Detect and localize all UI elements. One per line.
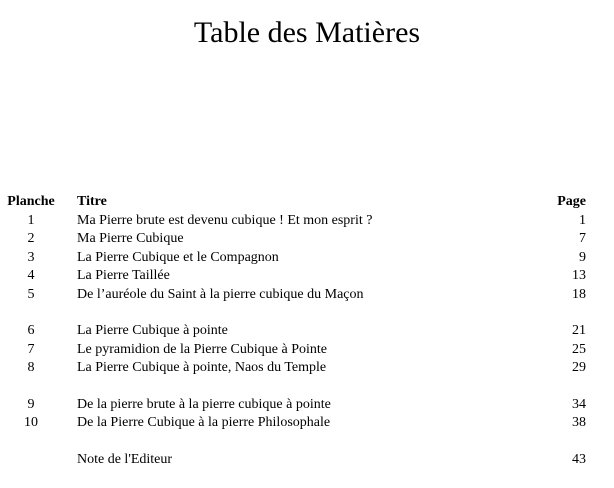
toc-row-editor-note (0, 451, 614, 470)
toc-entry-title: Le pyramidion de la Pierre Cubique à Pointe (77, 341, 327, 357)
toc-entry-title: La Pierre Taillée (77, 268, 170, 283)
toc-header-row (0, 193, 614, 212)
toc-entry-title: De la Pierre Cubique à la pierre Philosophale (77, 415, 331, 430)
toc-row (0, 286, 614, 305)
toc-page-number: 18 (572, 286, 586, 302)
toc-page-number: 13 (572, 268, 586, 283)
toc-entry-title: La Pierre Cubique à pointe, Naos du Temple (77, 360, 327, 375)
toc-row (0, 396, 614, 415)
toc-page-number: 38 (572, 415, 586, 430)
toc-page-number: 34 (572, 396, 586, 412)
toc-page-number: 43 (572, 451, 586, 467)
toc-planche-number: 3 (27, 249, 35, 265)
toc-planche-number: 10 (24, 415, 38, 430)
toc-row (0, 267, 614, 286)
toc-planche-number: 8 (27, 360, 35, 375)
page-title: Table des Matières (193, 16, 421, 49)
toc-row (0, 322, 614, 341)
table-of-contents (0, 193, 614, 469)
toc-entry-title: La Pierre Cubique à pointe (77, 323, 228, 338)
toc-entry-title: Note de l'Editeur (77, 451, 173, 467)
toc-entry-title: Ma Pierre Cubique (77, 231, 184, 246)
toc-page-number: 1 (579, 212, 586, 228)
column-header-planche: Planche (7, 194, 55, 209)
toc-row (0, 230, 614, 249)
column-header-titre: Titre (77, 194, 107, 209)
toc-page-number: 9 (579, 249, 586, 265)
toc-planche-number: 5 (27, 286, 35, 302)
toc-row (0, 341, 614, 360)
toc-page-number: 21 (572, 323, 586, 338)
toc-row (0, 249, 614, 268)
toc-planche-number: 7 (27, 341, 35, 357)
toc-planche-number: 1 (27, 212, 35, 228)
toc-row (0, 212, 614, 231)
toc-planche-number: 6 (27, 323, 35, 338)
toc-page-number: 29 (572, 360, 586, 375)
toc-row (0, 359, 614, 378)
toc-entry-title: Ma Pierre brute est devenu cubique ! Et mon esprit ? (77, 212, 373, 228)
toc-planche-number: 4 (27, 268, 35, 283)
toc-planche-number: 9 (27, 396, 35, 412)
column-header-page: Page (557, 194, 586, 209)
toc-row (0, 414, 614, 433)
toc-entry-title: De l’auréole du Saint à la pierre cubique du Maçon (77, 286, 364, 302)
toc-page-number: 7 (579, 231, 586, 246)
toc-planche-number: 2 (27, 231, 35, 246)
toc-page-number: 25 (572, 341, 586, 357)
toc-entry-title: De la pierre brute à la pierre cubique à pointe (77, 396, 331, 412)
toc-entry-title: La Pierre Cubique et le Compagnon (77, 249, 279, 265)
